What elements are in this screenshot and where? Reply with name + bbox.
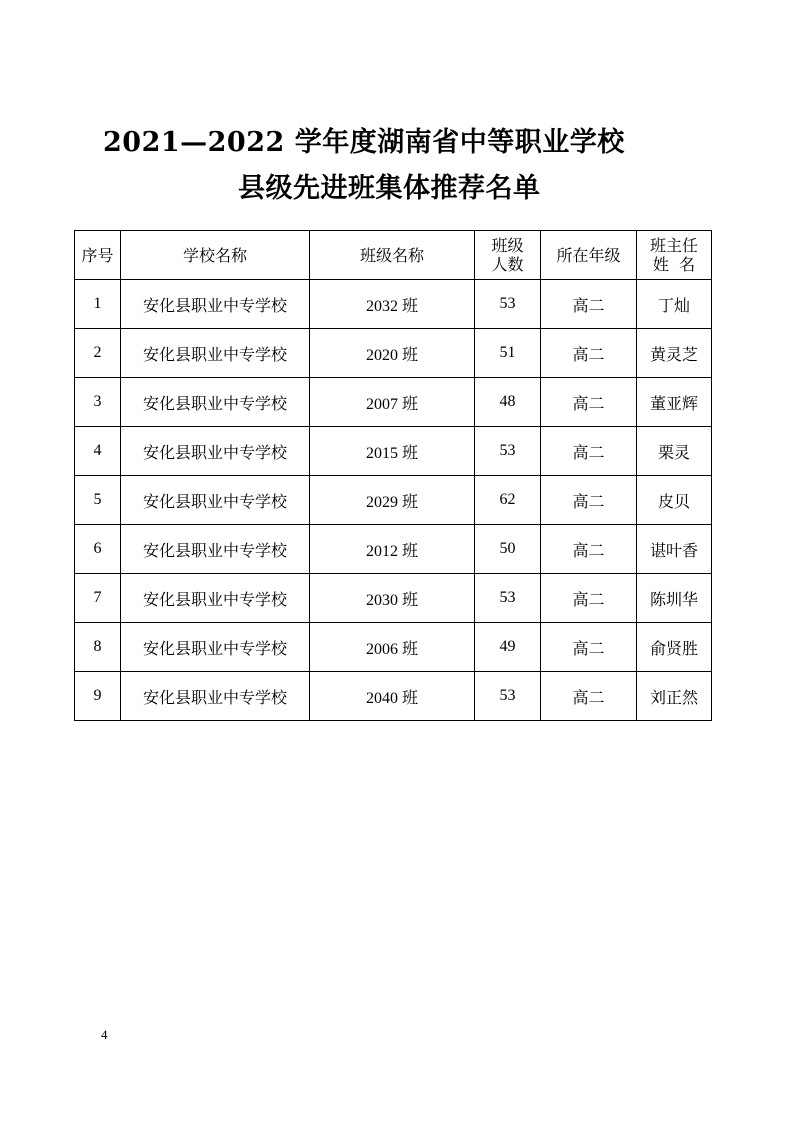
cell-index: 1 xyxy=(75,280,121,329)
cell-grade: 高二 xyxy=(541,476,637,525)
header-class-size-line-2: 人数 xyxy=(491,255,524,274)
page-number: 4 xyxy=(101,1027,108,1042)
table-body xyxy=(75,280,712,721)
cell-teacher: 丁灿 xyxy=(637,280,712,329)
header-school-name: 学校名称 xyxy=(121,231,310,280)
cell-school-name: 安化县职业中专学校 xyxy=(121,672,310,721)
cell-class-size: 49 xyxy=(475,623,541,672)
cell-grade: 高二 xyxy=(541,525,637,574)
cell-teacher: 刘正然 xyxy=(637,672,712,721)
cell-class-size: 51 xyxy=(475,329,541,378)
table-row xyxy=(75,378,712,427)
cell-class-name: 2006 班 xyxy=(310,623,475,672)
header-class-size-line-1: 班级 xyxy=(491,236,524,255)
cell-class-size: 48 xyxy=(475,378,541,427)
recommendation-table xyxy=(74,230,712,721)
cell-index: 7 xyxy=(75,574,121,623)
cell-class-size: 53 xyxy=(475,280,541,329)
cell-grade: 高二 xyxy=(541,378,637,427)
cell-grade: 高二 xyxy=(541,623,637,672)
cell-school-name: 安化县职业中专学校 xyxy=(121,476,310,525)
cell-index: 9 xyxy=(75,672,121,721)
cell-school-name: 安化县职业中专学校 xyxy=(121,623,310,672)
cell-class-name: 2020 班 xyxy=(310,329,475,378)
cell-teacher: 董亚辉 xyxy=(637,378,712,427)
cell-teacher: 谌叶香 xyxy=(637,525,712,574)
cell-school-name: 安化县职业中专学校 xyxy=(121,525,310,574)
document-title-line-1: 2021—2022 学年度湖南省中等职业学校 xyxy=(103,127,625,158)
table-row xyxy=(75,525,712,574)
cell-class-name: 2032 班 xyxy=(310,280,475,329)
cell-grade: 高二 xyxy=(541,672,637,721)
cell-class-size: 53 xyxy=(475,574,541,623)
header-teacher-line-2: 姓 名 xyxy=(652,255,696,274)
cell-class-name: 2015 班 xyxy=(310,427,475,476)
cell-index: 8 xyxy=(75,623,121,672)
header-teacher-line-1: 班主任 xyxy=(649,236,698,255)
cell-grade: 高二 xyxy=(541,280,637,329)
cell-class-size: 50 xyxy=(475,525,541,574)
header-index: 序号 xyxy=(75,231,121,280)
cell-class-name: 2030 班 xyxy=(310,574,475,623)
cell-teacher: 俞贤胜 xyxy=(637,623,712,672)
cell-school-name: 安化县职业中专学校 xyxy=(121,280,310,329)
cell-school-name: 安化县职业中专学校 xyxy=(121,574,310,623)
cell-class-name: 2029 班 xyxy=(310,476,475,525)
cell-class-size: 53 xyxy=(475,672,541,721)
cell-teacher: 栗灵 xyxy=(637,427,712,476)
cell-class-name: 2012 班 xyxy=(310,525,475,574)
cell-teacher: 陈圳华 xyxy=(637,574,712,623)
cell-teacher: 黄灵芝 xyxy=(637,329,712,378)
header-teacher xyxy=(637,231,712,280)
cell-index: 3 xyxy=(75,378,121,427)
document-title-line-2: 县级先进班集体推荐名单 xyxy=(238,173,541,204)
table-row xyxy=(75,672,712,721)
cell-class-name: 2040 班 xyxy=(310,672,475,721)
cell-grade: 高二 xyxy=(541,329,637,378)
cell-class-name: 2007 班 xyxy=(310,378,475,427)
table-row xyxy=(75,574,712,623)
cell-index: 2 xyxy=(75,329,121,378)
table-header-row xyxy=(75,231,712,280)
cell-index: 6 xyxy=(75,525,121,574)
cell-grade: 高二 xyxy=(541,574,637,623)
table-row xyxy=(75,427,712,476)
header-class-size xyxy=(475,231,541,280)
cell-grade: 高二 xyxy=(541,427,637,476)
cell-school-name: 安化县职业中专学校 xyxy=(121,378,310,427)
table-row xyxy=(75,476,712,525)
table-row xyxy=(75,280,712,329)
cell-class-size: 62 xyxy=(475,476,541,525)
cell-index: 5 xyxy=(75,476,121,525)
cell-teacher: 皮贝 xyxy=(637,476,712,525)
table-row xyxy=(75,623,712,672)
cell-class-size: 53 xyxy=(475,427,541,476)
cell-school-name: 安化县职业中专学校 xyxy=(121,427,310,476)
header-grade: 所在年级 xyxy=(541,231,637,280)
cell-school-name: 安化县职业中专学校 xyxy=(121,329,310,378)
header-class-name: 班级名称 xyxy=(310,231,475,280)
table-row xyxy=(75,329,712,378)
cell-index: 4 xyxy=(75,427,121,476)
